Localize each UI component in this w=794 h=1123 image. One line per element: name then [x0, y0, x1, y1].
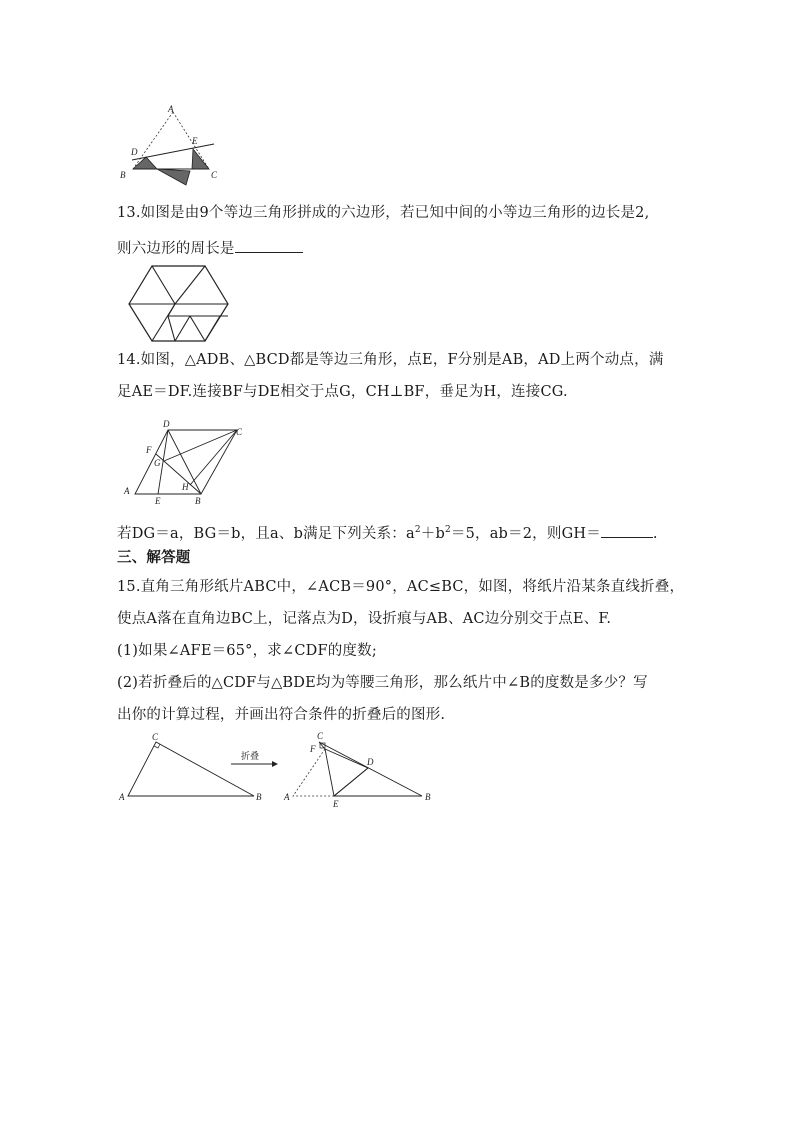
label-A: A: [284, 792, 290, 802]
figure-hexagon: [122, 263, 234, 345]
hex-line-6: [168, 304, 175, 316]
label-H: H: [182, 482, 189, 492]
hex-line-10: [190, 316, 205, 341]
label-B: B: [425, 792, 431, 802]
hex-line-8: [168, 316, 175, 341]
q15-line2: 使点A落在直角边BC上，记落点为D，设折痕与AB、AC边分别交于点E、F.: [117, 611, 612, 627]
label-F: F: [146, 445, 152, 455]
section-heading: 三、解答题: [117, 550, 191, 566]
label-D: D: [163, 419, 170, 429]
label-B: B: [120, 170, 126, 180]
hex-line-11: [205, 316, 220, 341]
figure-rhombus: [118, 416, 250, 504]
label-E: E: [192, 136, 198, 146]
fold-arrow-head: [272, 761, 278, 767]
q15-line1: 15.直角三角形纸片ABC中，∠ACB＝90°，AC≤BC，如图，将纸片沿某条直线折叠，: [117, 579, 685, 595]
segment-CH: [190, 430, 237, 485]
label-C: C: [236, 427, 243, 437]
label-C: C: [211, 170, 218, 180]
figure-triangle-fold: [112, 100, 222, 186]
q15-part1: (1)如果∠AFE＝65°，求∠CDF的度数;: [117, 643, 377, 659]
folded-region-dashed: [293, 749, 334, 796]
q14-line1: 14.如图，△ADB、△BCD都是等边三角形，点E，F分别是AB，AD上两个动点，满: [117, 352, 664, 368]
shaded-right-triangle: [192, 149, 209, 169]
triangle-outline: [319, 742, 422, 796]
hex-line-3: [175, 266, 205, 304]
label-A: A: [168, 104, 174, 114]
q13-answer-blank[interactable]: [235, 238, 303, 253]
label-F: F: [310, 744, 316, 754]
label-A: A: [124, 486, 130, 496]
label-D: D: [367, 757, 374, 767]
label-C: C: [317, 731, 324, 741]
segment-CG: [164, 430, 237, 461]
q14-line3-part1: 若DG＝a，BG＝b，且a、b满足下列关系：a: [117, 525, 415, 542]
label-G: G: [154, 458, 161, 468]
q14-line3-part3: ＝5，ab＝2，则GH＝: [450, 525, 601, 542]
label-D: D: [131, 147, 138, 157]
q14-line3-part2: ＋b: [420, 525, 445, 542]
hex-line-1: [152, 266, 175, 304]
q14-line2: 足AE＝DF.连接BF与DE相交于点G，CH⊥BF，垂足为H，连接CG.: [117, 384, 568, 400]
q14-exponent-1: 2: [414, 525, 421, 535]
q15-part2-line2: 出你的计算过程，并画出符合条件的折叠后的图形.: [117, 707, 446, 723]
label-C: C: [152, 732, 159, 742]
q13-line1: 13.如图是由9个等边三角形拼成的六边形，若已知中间的小等边三角形的边长是2,: [117, 205, 650, 221]
label-B: B: [256, 792, 262, 802]
fold-arrow-label: 折叠: [241, 752, 260, 762]
side-AC: [173, 112, 209, 169]
label-A: A: [119, 792, 125, 802]
triangle-ABC: [128, 742, 254, 796]
hex-line-9: [175, 316, 190, 341]
q14-exponent-2: 2: [444, 525, 451, 535]
shaded-bottom-triangle: [157, 169, 190, 185]
q14-answer-blank[interactable]: [601, 523, 653, 538]
q15-part2-line1: (2)若折叠后的△CDF与△BDE均为等腰三角形，那么纸片中∠B的度数是多少？写: [117, 675, 648, 691]
q13-line2: [117, 238, 303, 259]
figure-folding: [112, 728, 442, 808]
q14-line3-end: .: [652, 525, 658, 542]
label-B: B: [195, 496, 201, 504]
side-AB: [133, 112, 173, 169]
q13-line2-text: 则六边形的周长是: [117, 241, 235, 257]
q14-line3: [117, 520, 658, 544]
segment-BF: [156, 454, 201, 494]
label-E: E: [155, 496, 161, 504]
segment-DE: [334, 768, 368, 796]
label-E: E: [333, 799, 339, 808]
